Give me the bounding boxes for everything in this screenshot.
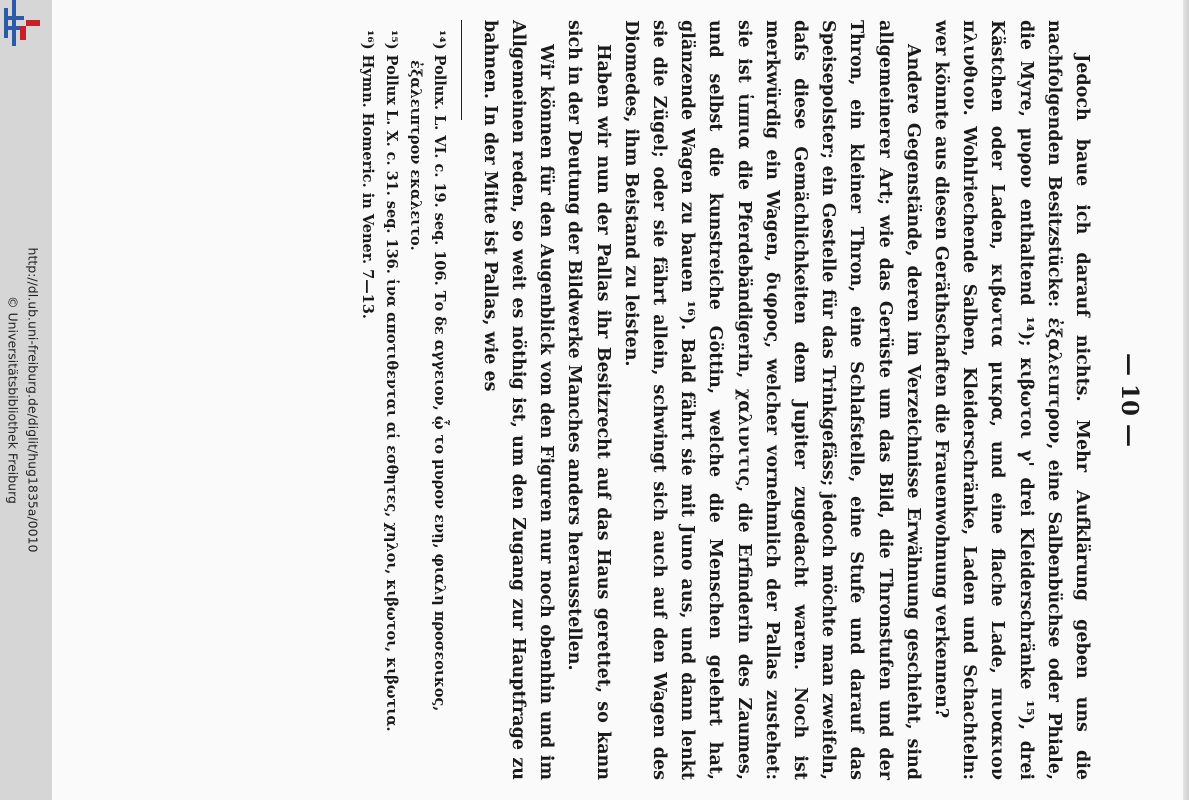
footnote-divider xyxy=(461,20,462,120)
page-edge-shadow xyxy=(1183,0,1189,800)
page-scan xyxy=(52,0,1183,800)
paragraph-2: Andere Gegenstände, deren im Verzeichnisse Erwähnung geschieht, sind allgemeinerer Art; wie das Gerüste um das Bild, die Thronstufen und der Thron, ein kleiner Thron, eine Schlafstelle, eine Stufe und darauf das Speisepolster; ein Gestelle für das Trinkgefäss; jedoch möchte man zweifeln, daſs diese Gemächlichkeiten dem Jupiter zugedacht waren. Noch ist merkwürdig ein Wagen, διφρος, welcher vornehmlich der Pallas zustehet: sie ist ἱππια die Pferdebändigerin, χαλινιτις, die Erfinderin des Zaumes, und selbst die kunstreiche Göttin, welche die Menschen gelehrt hat, glänzende Wagen zu bauen ¹⁶). Bald fährt sie mit Juno aus, und dann lenkt sie die Zügel; oder sie fährt allein, schwingt sich auch auf den Wagen des Diomedes, ihm Beistand zu leisten. xyxy=(620,20,923,780)
footnote-14: ¹⁴) Pollux. L. VI. c. 19. seq. 106. Το δε αγγειον, ᾧ το μυρον ενῃ, φιαλη προσεοικος, ἐξαλειπτρον εκαλειτο. xyxy=(406,30,448,712)
university-logo-icon[interactable] xyxy=(0,0,44,48)
page-content xyxy=(208,20,1168,780)
footnote-15: ¹⁵) Pollux L. X. c. 31. seq. 136. ἱνα αποτιθενται αἱ εσθητες, χηλοι, κιβωτοι, κιβωτια. xyxy=(382,30,400,732)
paragraph-1: Jedoch baue ich darauf nichts. Mehr Aufklärung geben uns die nachfolgenden Besitzstücke: ἐξαλειπτρον, eine Salbenbüchse oder Phiale, die Myre, μυρον enthaltend ¹⁴); κιβωτοι γ' drei Kleiderschränke ¹⁵), drei Kästchen oder Laden, κιβωτια μικρα, und eine flache Lade, πινακιον πλινθιον. Wohlriechende Salben, Kleiderschränke, Laden und Schachteln: wer könnte aus diesen Geräthschaften die Frauenwohnung verkennen? xyxy=(930,20,1092,780)
copyright-notice: © Universitätsbibliothek Freiburg xyxy=(5,296,21,504)
document-url[interactable]: http://dl.ub.uni-freiburg.de/diglit/hug1835a/0010 xyxy=(25,247,41,553)
paragraph-4: Wir können für den Augenblick von den Figuren nur noch obenhin und im Allgemeinen reden, so weit es nöthig ist, um den Zugang zur Hauptfrage zu bahnen. In der Mitte ist Pallas, wie es xyxy=(479,20,557,780)
footnote-16: ¹⁶) Hymn. Homeric. in Vener. 7—13. xyxy=(358,30,376,319)
paragraph-3: Haben wir nun der Pallas ihr Besitzrecht auf das Haus gerettet, so kann sich in der Deutung der Bildwerke Manches anders herausstellen. xyxy=(564,20,613,780)
body-text xyxy=(476,20,1096,780)
page-number: — 10 — xyxy=(1116,352,1143,448)
scanned-page xyxy=(52,0,1189,800)
viewer-sidebar xyxy=(0,0,52,800)
